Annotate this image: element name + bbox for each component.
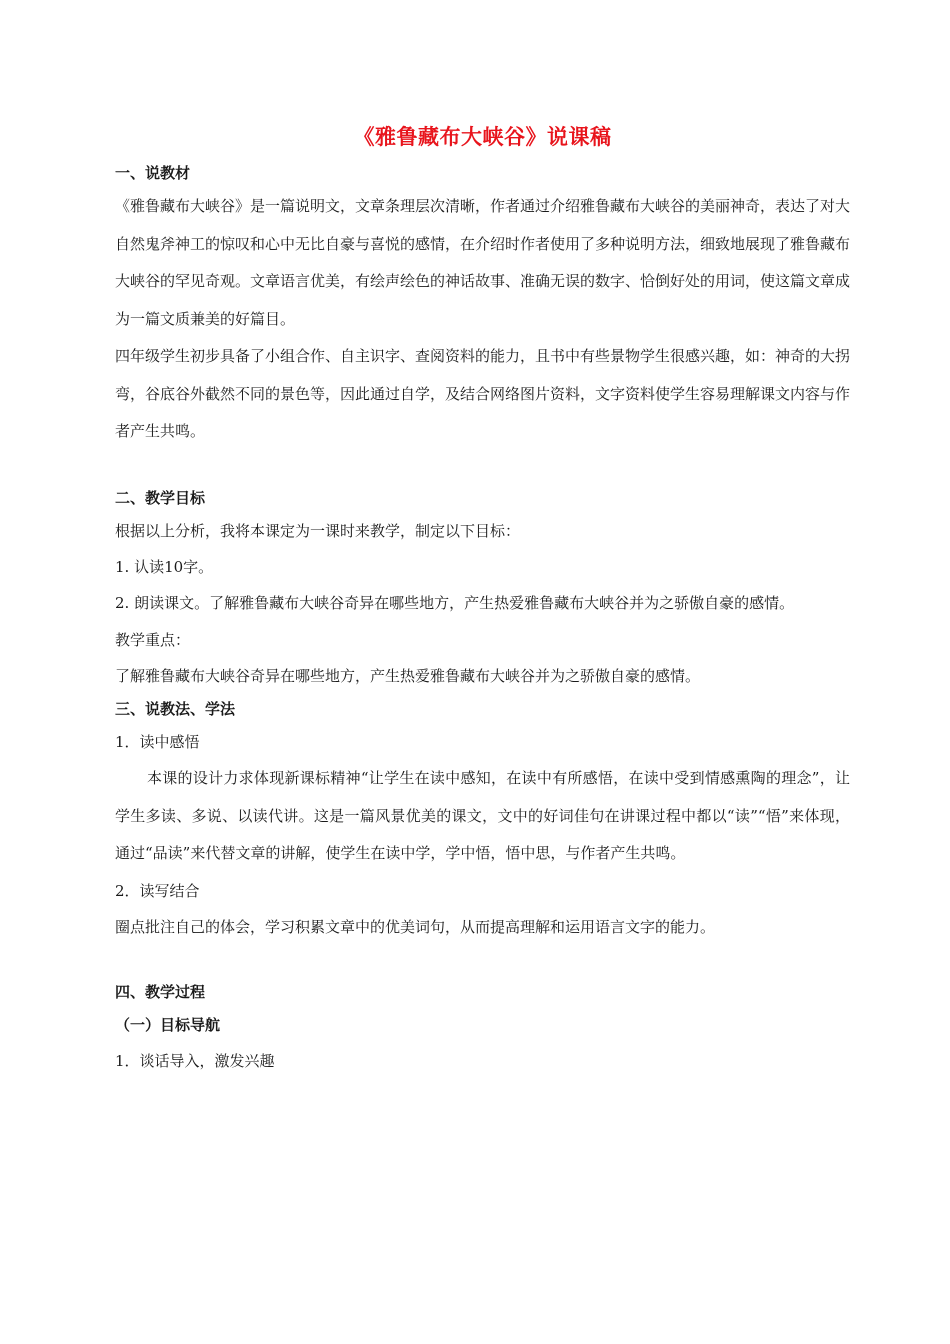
document-page <box>115 118 850 1079</box>
spacer <box>115 945 850 977</box>
process-step-1: 1．谈话导入，激发兴趣 <box>115 1051 275 1070</box>
method-item-1-text: 本课的设计力求体现新课标精神“让学生在读中感知，在读中有所感悟，在读中受到情感熏陶的理念”，让学生多读、多说、以读代讲。这是一篇风景优美的课文，文中的好词佳句在讲课过程中都以“读”“悟”来体现，通过“品读”来代替文章的讲解，使学生在读中学，学中悟，悟中思，与作者产生共鸣。 <box>115 769 850 862</box>
subsection-heading-goal-navigation: （一）目标导航 <box>115 1015 221 1034</box>
goal-item-1: 1. 认读10字。 <box>115 557 214 576</box>
method-item-2-label: 2．读写结合 <box>115 881 200 900</box>
goal-item-2: 2. 朗读课文。了解雅鲁藏布大峡谷奇异在哪些地方，产生热爱雅鲁藏布大峡谷并为之骄傲自豪的感情。 <box>115 593 795 612</box>
key-point-label: 教学重点： <box>115 631 191 649</box>
paragraph-material-intro: 《雅鲁藏布大峡谷》是一篇说明文，文章条理层次清晰，作者通过介绍雅鲁藏布大峡谷的美丽神奇，表达了对大自然鬼斧神工的惊叹和心中无比自豪与喜悦的感情，在介绍时作者使用了多种说明方法，细致地展现了雅鲁藏布大峡谷的罕见奇观。文章语言优美，有绘声绘色的神话故事、准确无误的数字、恰倒好处的用词，使这篇文章成为一篇文质兼美的好篇目。 <box>115 197 851 328</box>
method-item-2-text: 圈点批注自己的体会，学习积累文章中的优美词句，从而提高理解和运用语言文字的能力。 <box>115 917 716 936</box>
key-point-text: 了解雅鲁藏布大峡谷奇异在哪些地方，产生热爱雅鲁藏布大峡谷并为之骄傲自豪的感情。 <box>115 667 701 685</box>
section-heading-teaching-goals: 二、教学目标 <box>115 488 206 507</box>
document-title: 《雅鲁藏布大峡谷》说课稿 <box>353 124 612 149</box>
paragraph-student-analysis: 四年级学生初步具备了小组合作、自主识字、查阅资料的能力，且书中有些景物学生很感兴趣，如：神奇的大拐弯，谷底谷外截然不同的景色等，因此通过自学，及结合网络图片资料，文字资料使学生容易理解课文内容与作者产生共鸣。 <box>115 347 851 440</box>
section-heading-teaching-material: 一、说教材 <box>115 164 191 182</box>
goals-intro: 根据以上分析，我将本课定为一课时来教学，制定以下目标： <box>115 521 521 540</box>
section-heading-methods: 三、说教法、学法 <box>115 700 236 718</box>
spacer <box>115 451 850 483</box>
section-heading-process: 四、教学过程 <box>115 982 206 1001</box>
method-item-1-label: 1．读中感悟 <box>115 733 200 751</box>
